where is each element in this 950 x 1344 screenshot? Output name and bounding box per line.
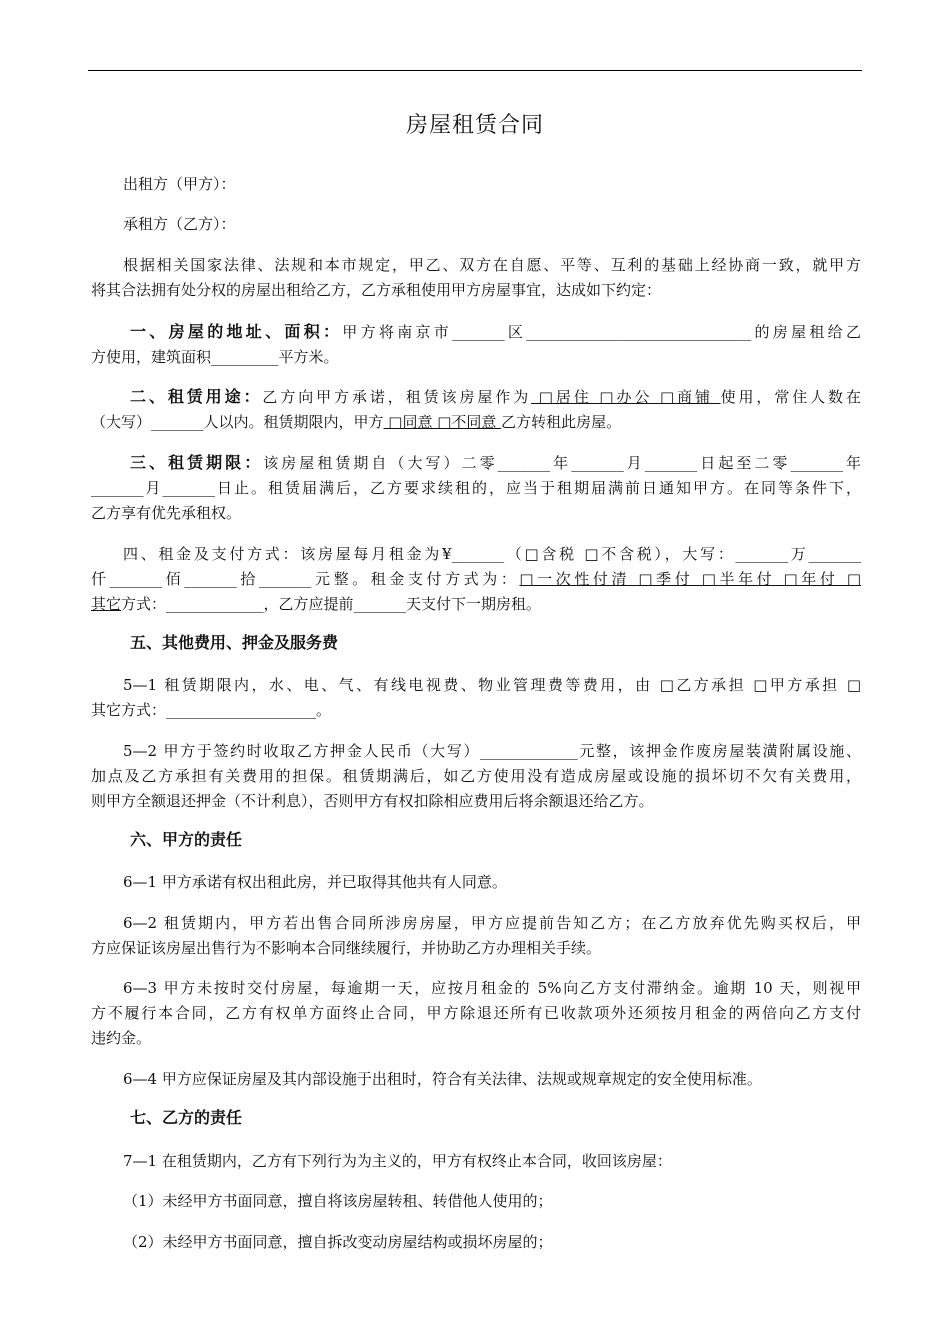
section5-2-line-3: 则甲方全额退还押金（不计利息），否则甲方有权扣除相应费用后将余额退还给乙方。 [91,792,654,810]
section3-line-1 [130,451,861,475]
section1-heading: 一、房屋的地址、面积： [130,322,343,341]
section6-3-line-1: 6—3 甲方未按时交付房屋，每逾期一天，应按月租金的 5%向乙方支付滞纳金。逾期 10 天，则视甲 [123,979,861,997]
section6-2-line-1: 6—2 租赁期内，甲方若出售合同所涉房房屋，甲方应提前告知乙方；在乙方放弃优先购买权后，甲 [123,914,861,932]
intro-line-2: 将其合法拥有处分权的房屋出租给乙方，乙方承租使用甲方房屋事宜，达成如下约定： [91,281,662,299]
section7-heading: 七、乙方的责任 [130,1108,243,1127]
section4-line-1: 四、租金及支付方式：该房屋每月租金为¥_______（□含税 □不含税），大写：_______万_______ [123,545,861,563]
section3-line-3: 乙方享有优先承租权。 [91,504,242,522]
section3-heading: 三、租赁期限： [130,453,264,472]
section6-3-line-3: 违约金。 [91,1029,152,1047]
section2-text-2a: （大写）_______人以内。租赁期限内，甲方 [91,413,384,431]
section6-heading: 六、甲方的责任 [130,830,243,849]
section4-line-3 [91,592,861,616]
payment-options[interactable]: □一次性付清 □季付 □半年付 □年付 □ [519,570,861,588]
usage-options[interactable]: □居住 □办公 □商铺 [531,388,721,406]
section2-line-2 [91,410,861,434]
section2-line-1 [130,385,861,409]
section7-item-2: （2）未经甲方书面同意，擅自拆改变动房屋结构或损坏房屋的； [123,1233,553,1251]
intro-line-1: 根据相关国家法律、法规和本市规定，甲乙、双方在自愿、平等、互利的基础上经协商一致，就甲方 [123,256,861,274]
tenant-line: 承租方（乙方）： [123,215,236,233]
section5-2-line-1: 5—2 甲方于签约时收取乙方押金人民币（大写）_____________元整，该押金作废房屋装潢附属设施、 [123,742,861,760]
section7-item-1: （1）未经甲方书面同意，擅自将该房屋转租、转借他人使用的； [123,1192,553,1210]
section1-line-2: 方使用，建筑面积_________平方米。 [91,348,339,366]
section6-4: 6—4 甲方应保证房屋及其内部设施于出租时，符合有关法律、法规或规章规定的安全使用标准。 [123,1070,762,1088]
section4-text-2a: 仟_______佰_______拾_______元整。租金支付方式为： [91,570,520,588]
section7-1: 7—1 在租赁期内，乙方有下列行为为主义的，甲方有权终止本合同，收回该房屋： [123,1152,672,1170]
section2-heading: 二、租赁用途： [130,387,263,406]
section3-text-1: 该房屋租赁期自（大写）二零_______年_______月_______日起至二零_______年 [263,454,861,472]
section5-1-line-1: 5—1 租赁期限内，水、电、气、有线电视费、物业管理费等费用，由 □乙方承担 □甲方承担 □ [123,676,861,694]
document-title: 房屋租赁合同 [405,113,544,138]
sublet-options[interactable]: □同意 □不同意 [383,413,502,431]
section1-text-1: 甲方将南京市_______区______________________________的房屋租给乙 [342,323,861,341]
section4-line-2 [91,567,861,591]
section2-text-1c: 使用，常住人数在 [720,388,861,406]
section3-line-2: _______月_______日止。租赁届满后，乙方要求续租的，应当于租期届满前日通知甲方。在同等条件下， [91,479,861,497]
landlord-line: 出租方（甲方）： [123,175,236,193]
section6-2-line-2: 方应保证该房屋出售行为不影响本合同继续履行，并协助乙方办理相关手续。 [91,939,602,957]
section6-1: 6—1 甲方承诺有权出租此房，并已取得其他共有人同意。 [123,873,507,891]
section5-1-line-2: 其它方式：____________________。 [91,701,332,719]
section2-text-1a: 乙方向甲方承诺，租赁该房屋作为 [262,388,532,406]
header-rule [88,70,862,71]
section5-2-line-2: 加点及乙方承担有关费用的担保。租赁期满后，如乙方使用没有造成房屋或设施的损坏切不欠有关费用， [91,767,861,785]
section6-3-line-2: 方不履行本合同，乙方有权单方面终止合同，甲方除退还所有已收款项外还须按月租金的两倍向乙方支付 [91,1004,861,1022]
section2-text-2c: 乙方转租此房屋。 [501,413,622,431]
section5-heading: 五、其他费用、押金及服务费 [130,633,339,652]
section4-text-3b: 方式：_____________，乙方应提前_______天支付下一期房租。 [121,595,542,613]
payment-other-option[interactable]: 其它 [91,595,122,613]
section1-line-1 [130,320,861,344]
